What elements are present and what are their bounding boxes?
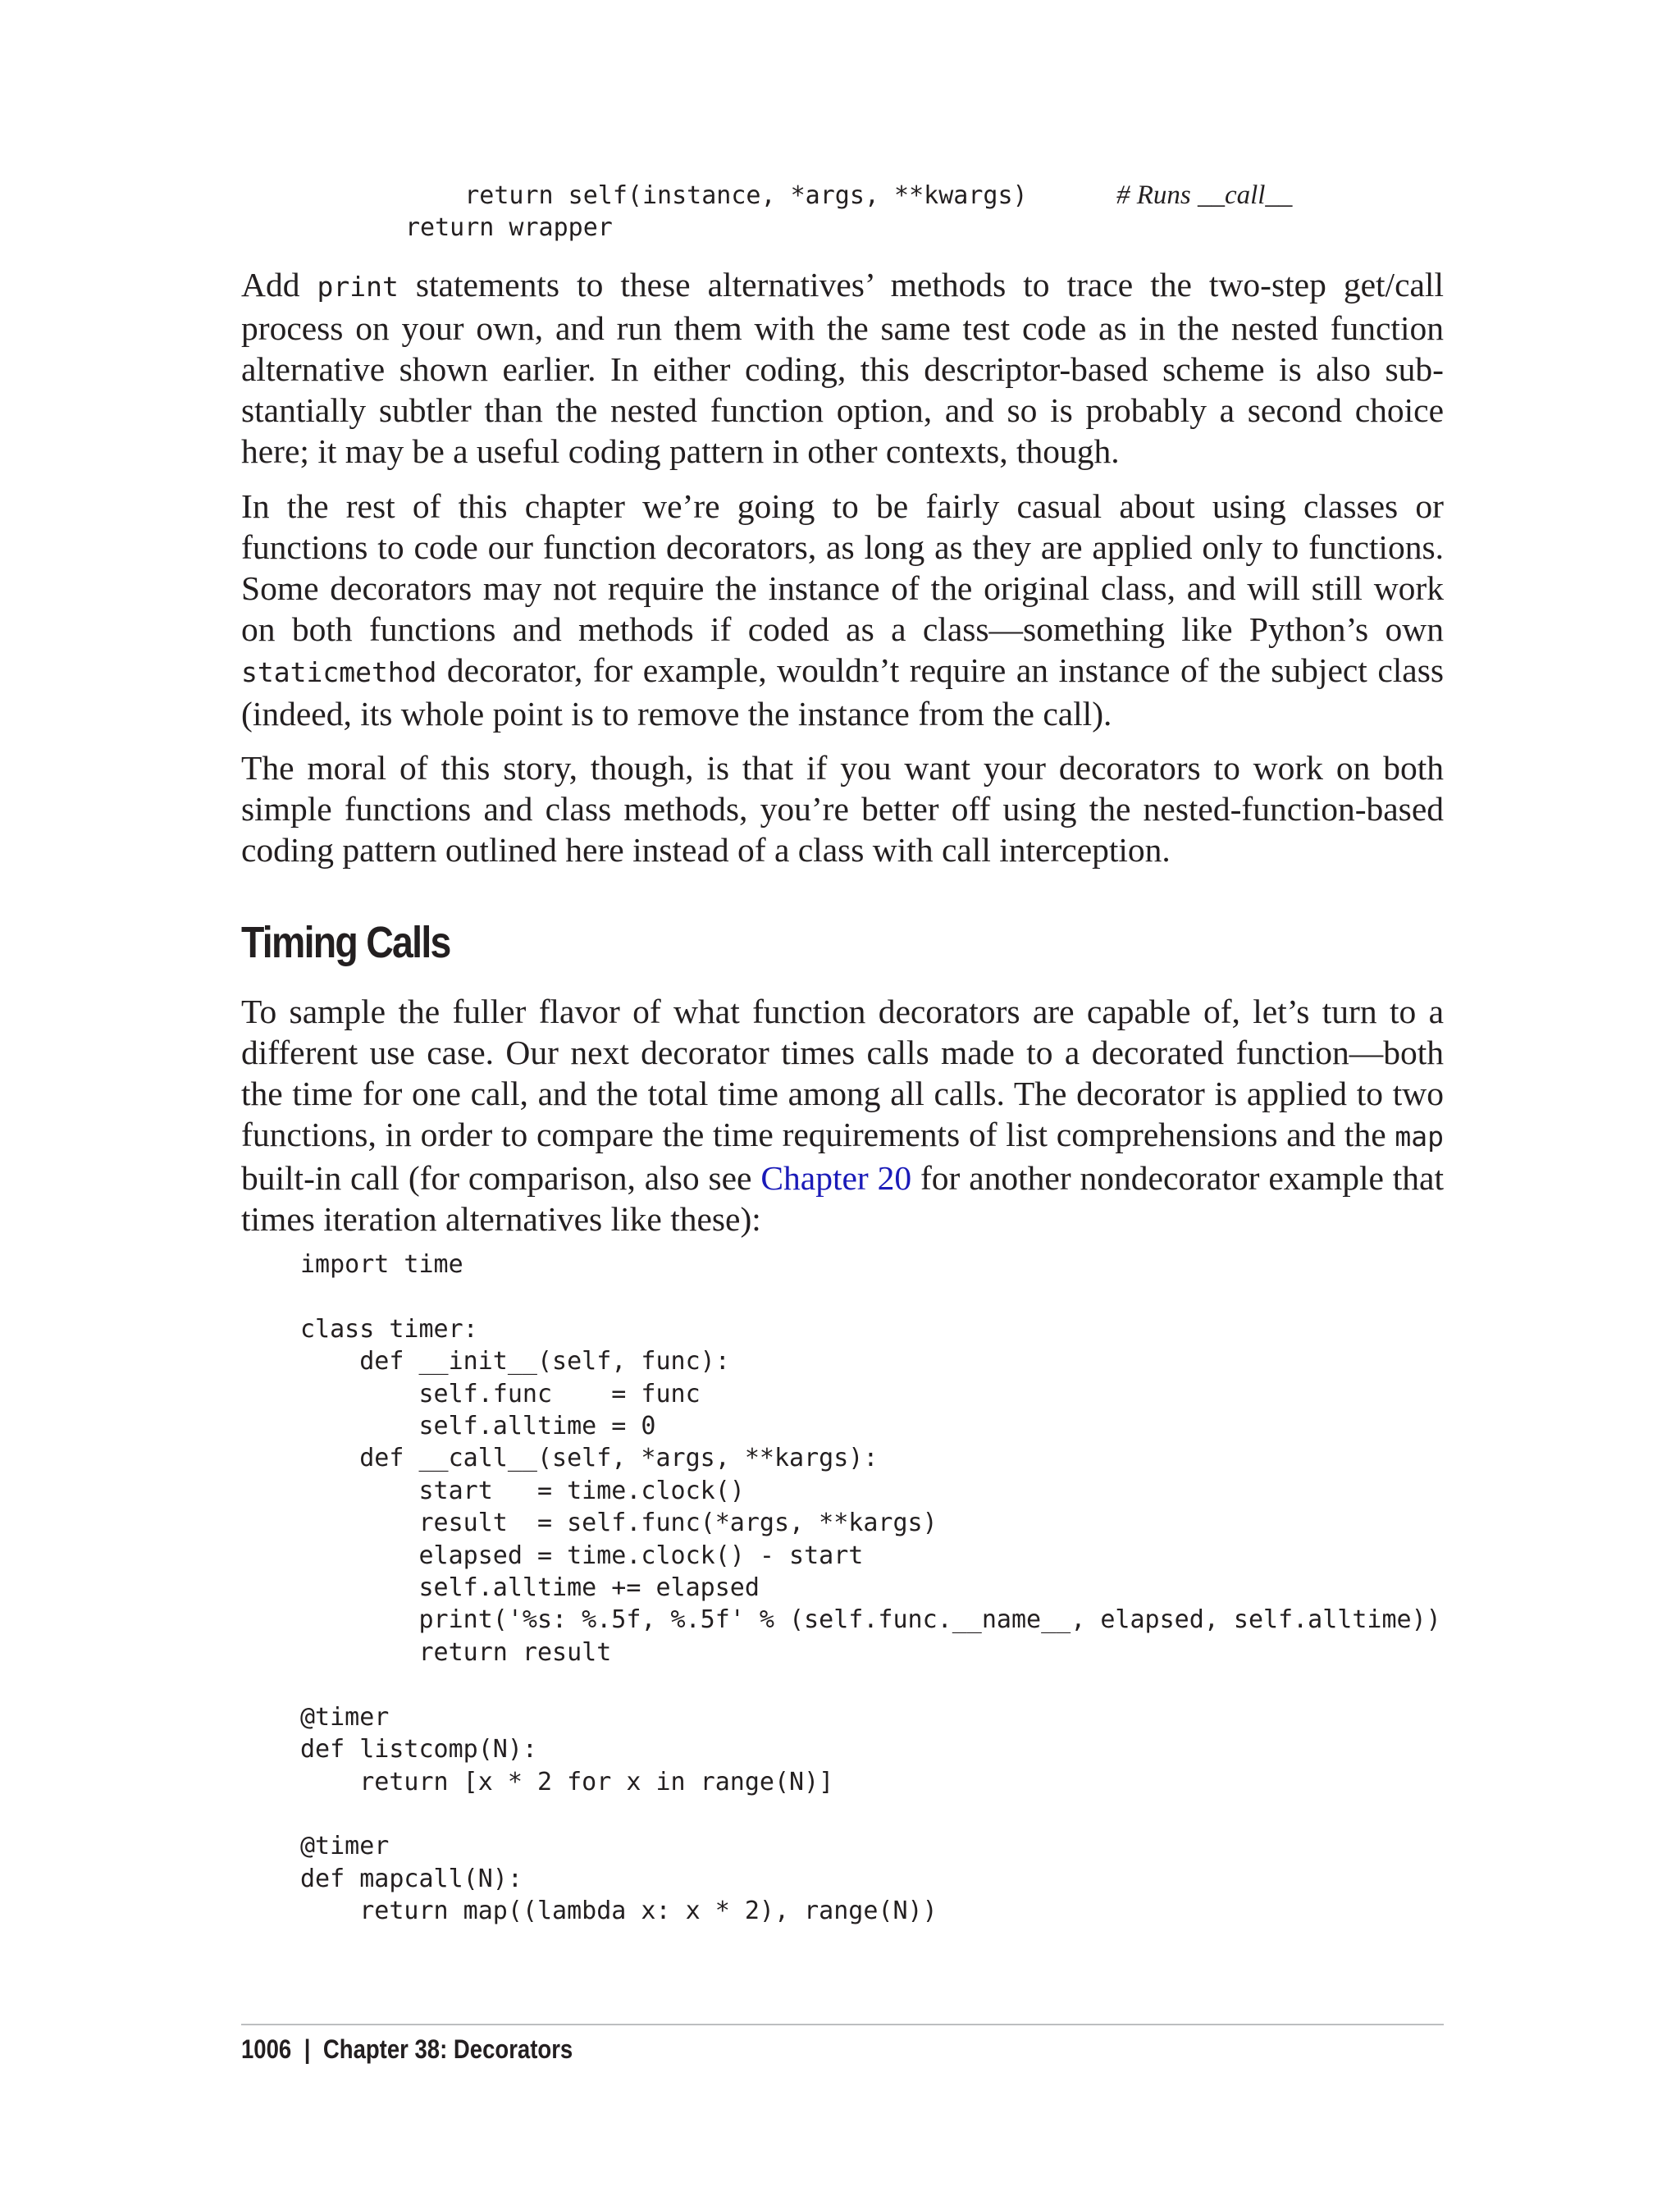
code-line-return-wrapper: return wrapper xyxy=(405,213,613,243)
code-block-timer: import time class timer: def __init__(self, func): self.func = func self.alltime = 0 def __call__(self, *args, **kargs): start = time.clock() result = self.func(*args, **kargs) elapsed = time.clock() - start self.alltime += elapsed print('%s: %.5f, %.5f' % (self.func.__name__, elapsed, self.alltime)) return result @timer def listcomp(N): return [x * 2 for x in range(N)] @timer def mapcall(N): return map((lambda x: x * 2), range(N)) xyxy=(300,1250,1441,1926)
page-footer xyxy=(241,2034,573,2065)
inline-code-map: map xyxy=(1395,1121,1444,1153)
footer-separator: | xyxy=(304,2034,311,2064)
code-comment-runs-call: # Runs __call__ xyxy=(1116,180,1293,210)
code-snippet-top xyxy=(405,180,1472,244)
paragraph-rest-of-chapter: In the rest of this chapter we’re going to be fairly casual about using classes or functions to code our function decorators, as long as they are applied only to functions. Some decorators may not require the instance of the original class, and will still work on both functions and methods if coded as a class—something like Python’s own staticmethod decorator, for example, wouldn’t require an instance of the subject class (indeed, its whole point is to remove the instance from the call). xyxy=(241,487,1444,733)
inline-code-staticmethod: staticmethod xyxy=(241,656,437,688)
section-heading-timing-calls: Timing Calls xyxy=(241,918,450,967)
page-number: 1006 xyxy=(241,2034,292,2064)
chapter-title: Chapter 38: Decorators xyxy=(322,2034,573,2064)
link-chapter-20[interactable]: Chapter 20 xyxy=(760,1159,912,1197)
paragraph-add-print: Add print statements to these alternatives’ methods to trace the two-step get/call process on your own, and run them with the same test code as in the nested function alternative shown earlier. In either coding, this descriptor-based scheme is also sub-stantially subtler than the nested function option, and so is probably a second choice here; it may be a useful coding pattern in other contexts, though. xyxy=(241,266,1444,470)
code-line-return-self: return self(instance, *args, **kwargs) xyxy=(405,181,1116,210)
footer-divider xyxy=(241,2024,1444,2025)
paragraph-moral: The moral of this story, though, is that if you want your decorators to work on both simple functions and class methods, you’re better off using the nested-function-based coding pattern outlined here instead of a class with call interception. xyxy=(241,749,1444,869)
inline-code-print: print xyxy=(317,271,399,303)
paragraph-timing-intro: To sample the fuller flavor of what function decorators are capable of, let’s turn to a different use case. Our next decorator times calls made to a decorated function—both the time for one call, and the total time among all calls. The decorator is applied to two functions, in order to compare the time requirements of list comprehensions and the map built-in call (for comparison, also see Chapter 20 for another nondecorator example that times iteration alternatives like these): xyxy=(241,993,1444,1238)
